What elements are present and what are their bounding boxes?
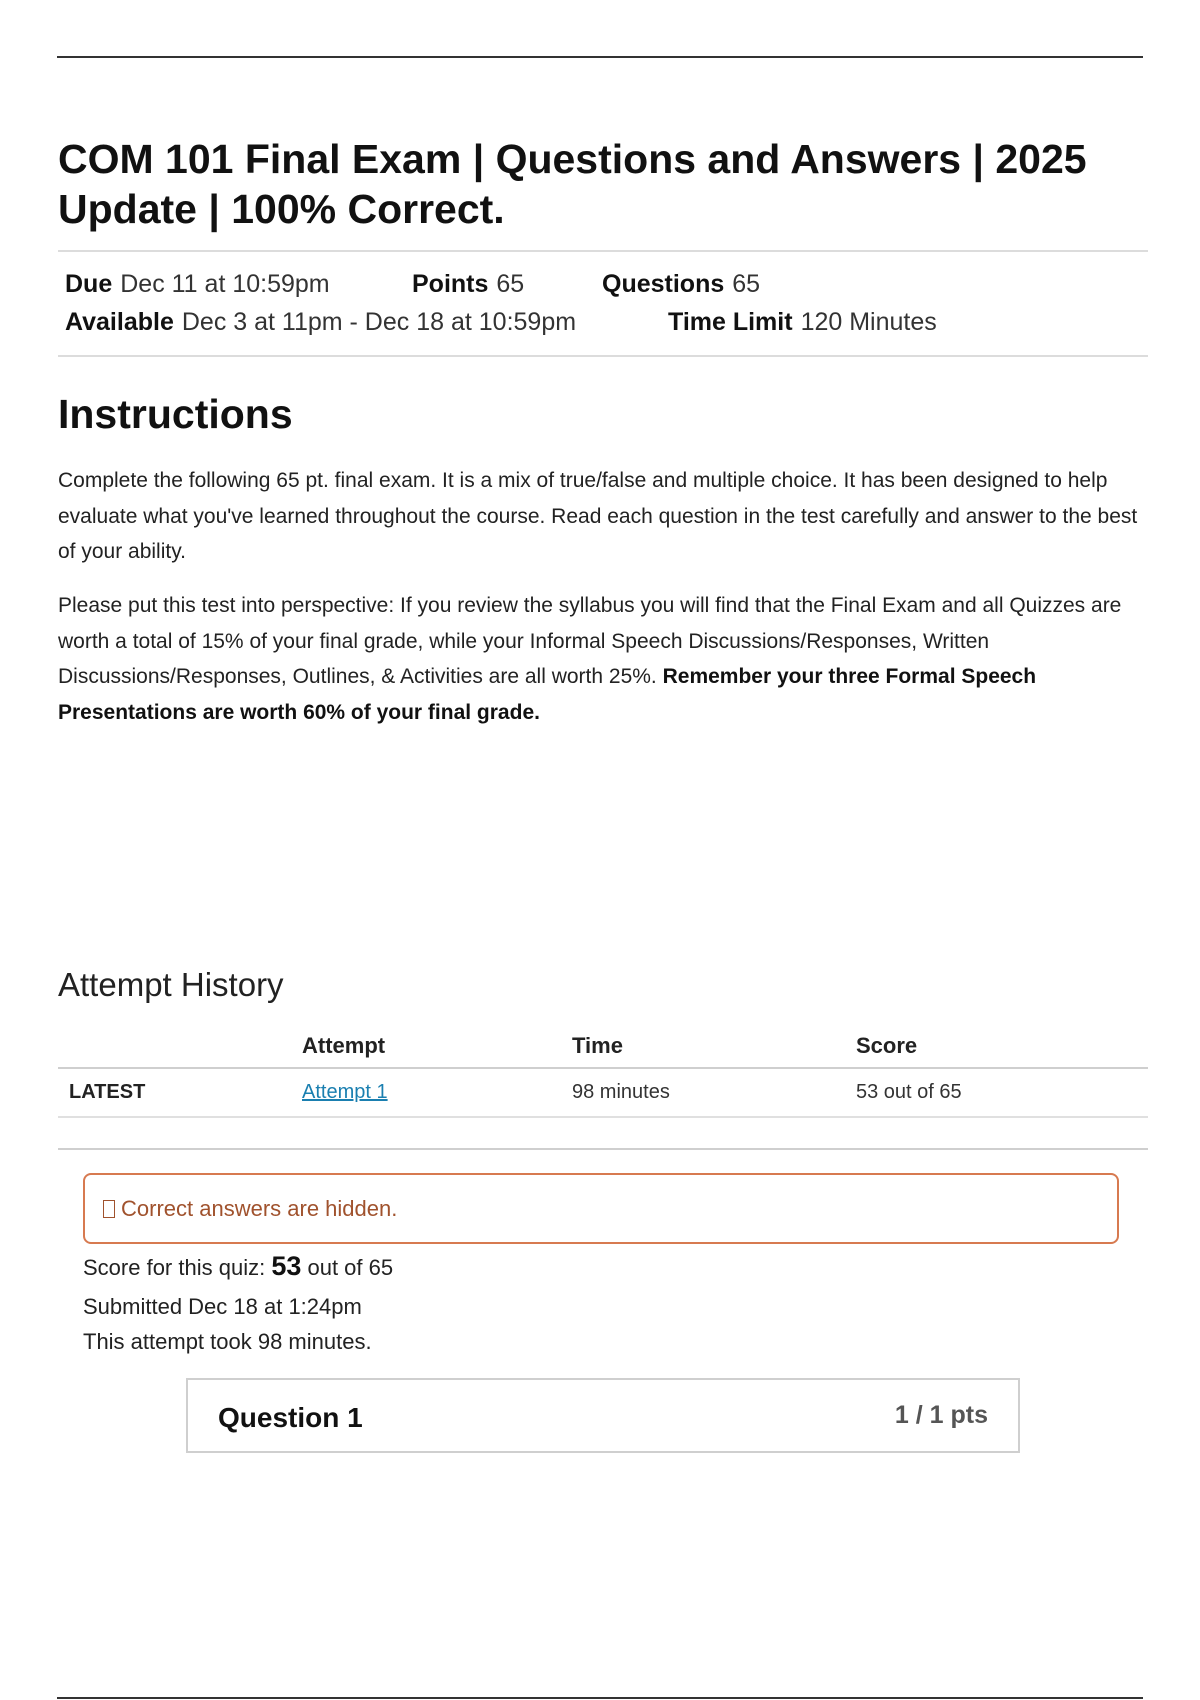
column-header-time: Time <box>572 1033 623 1058</box>
attempt-score: 53 out of 65 <box>856 1081 962 1103</box>
score-value: 53 <box>271 1251 302 1281</box>
time-limit-value: 120 Minutes <box>800 308 937 336</box>
attempt-link[interactable]: Attempt 1 <box>302 1081 388 1103</box>
score-prefix: Score for this quiz: <box>83 1255 266 1280</box>
attempt-history-heading: Attempt History <box>58 966 284 1003</box>
points-value: 65 <box>496 270 525 298</box>
top-rule <box>57 56 1143 58</box>
question-title: Question 1 <box>218 1402 363 1433</box>
time-limit-detail <box>668 307 937 337</box>
questions-label: Questions <box>602 270 725 298</box>
score-suffix: out of 65 <box>307 1255 394 1280</box>
question-header <box>186 1378 1020 1453</box>
alert-content <box>103 1195 397 1223</box>
correct-answers-hidden-alert <box>83 1173 1119 1244</box>
divider <box>58 250 1148 252</box>
table-row-divider <box>58 1116 1148 1118</box>
divider <box>58 355 1148 357</box>
attempt-time: 98 minutes <box>572 1081 670 1103</box>
alert-icon <box>103 1200 115 1218</box>
due-value: Dec 11 at 10:59pm <box>120 270 330 298</box>
points-detail <box>412 269 524 299</box>
alert-text: Correct answers are hidden. <box>121 1196 398 1221</box>
instructions-emphasis: Remember your three Formal Speech Presentations are worth 60% of your final grade. <box>58 665 1037 724</box>
points-label: Points <box>412 270 489 298</box>
questions-value: 65 <box>732 270 761 298</box>
available-label: Available <box>65 308 174 336</box>
bottom-rule <box>57 1697 1143 1699</box>
questions-detail <box>602 269 760 299</box>
instructions-paragraph-1: Complete the following 65 pt. final exam. It is a mix of true/false and multiple choice. It has been designed to help evaluate what you've learned throughout the course. Read each question in the test carefully and answer to the best of your ability. <box>58 469 1138 563</box>
time-limit-label: Time Limit <box>668 308 793 336</box>
instructions-paragraph-2 <box>58 588 1138 730</box>
attempt-duration-text: This attempt took 98 minutes. <box>83 1329 372 1354</box>
instructions-heading: Instructions <box>58 391 293 437</box>
table-header-divider <box>58 1067 1148 1069</box>
available-value: Dec 3 at 11pm - Dec 18 at 10:59pm <box>181 308 577 336</box>
instructions-paragraph-2-text: Please put this test into perspective: If you review the syllabus you will find that the Final Exam and all Quizzes are worth a total of 15% of your final grade, while your Informal Speech Discussions/Responses, Written Discussions/Responses, Outlines, & Activities are all worth 25%. <box>58 594 1122 688</box>
divider <box>58 1148 1148 1150</box>
column-header-score: Score <box>856 1033 918 1058</box>
column-header-attempt: Attempt <box>302 1033 386 1058</box>
page-title: COM 101 Final Exam | Questions and Answers | 2025 Update | 100% Correct. <box>58 136 1087 232</box>
submitted-text: Submitted Dec 18 at 1:24pm <box>83 1294 362 1319</box>
available-detail <box>65 307 576 337</box>
quiz-score <box>83 1251 393 1283</box>
question-points: 1 / 1 pts <box>894 1401 988 1429</box>
due-label: Due <box>65 270 113 298</box>
due-detail <box>65 269 330 299</box>
latest-tag: LATEST <box>69 1081 146 1103</box>
